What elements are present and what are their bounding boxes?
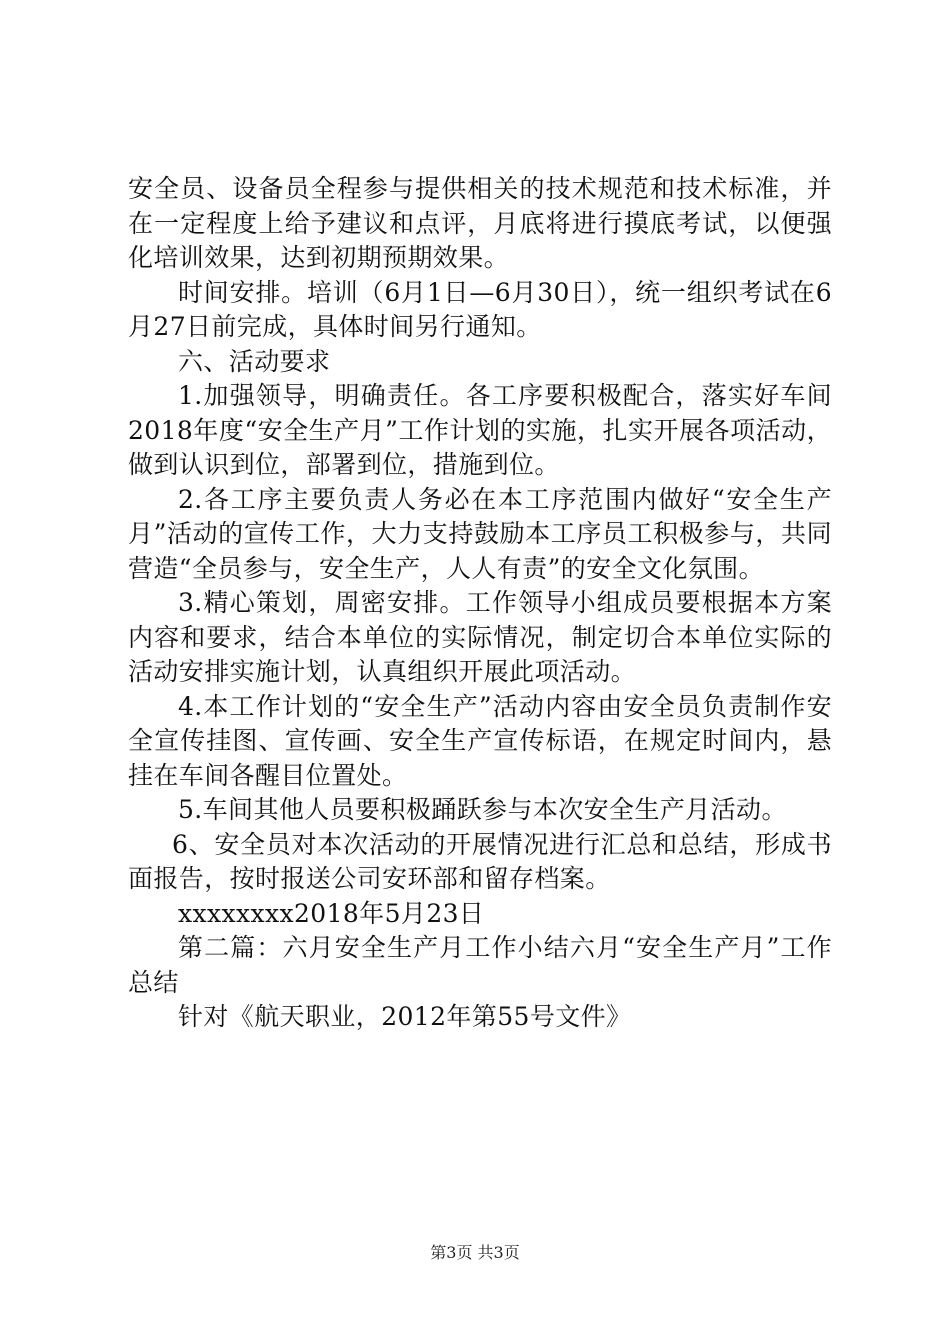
requirement-item-6: 6、安全员对本次活动的开展情况进行汇总和总结，形成书面报告，按时报送公司安环部和留存档案。: [128, 829, 832, 893]
second-article-title: 第二篇：六月安全生产月工作小结六月“安全生产月”工作总结: [128, 933, 832, 997]
second-article-first-line: 针对《航天职业，2012年第55号文件》: [178, 1002, 632, 1031]
section-heading-activity-requirements: 六、活动要求: [178, 346, 331, 376]
requirement-item-3: 3.精心策划，周密安排。工作领导小组成员要根据本方案内容和要求，结合本单位的实际情况，制定切合本单位实际的活动安排实施计划，认真组织开展此项活动。: [128, 588, 832, 686]
requirement-item-5: 5.车间其他人员要积极踊跃参与本次安全生产月活动。: [178, 795, 787, 824]
requirement-item-4: 4.本工作计划的“安全生产”活动内容由安全员负责制作安全宣传挂图、宣传画、安全生产宣传标语，在规定时间内，悬挂在车间各醒目位置处。: [128, 691, 832, 790]
signature-date: xxxxxxxx2018年5月23日: [178, 898, 485, 928]
page-number-footer: 第3页 共3页: [430, 1243, 520, 1262]
requirement-item-2: 2.各工序主要负责人务必在本工序范围内做好“安全生产月”活动的宣传工作，大力支持鼓励本工序员工积极参与，共同营造“全员参与，安全生产，人人有责”的安全文化氛围。: [128, 484, 832, 583]
paragraph-schedule: 时间安排。培训（6月1日—6月30日），统一组织考试在6月27日前完成，具体时间另行通知。: [128, 277, 832, 341]
paragraph-training-participation: 安全员、设备员全程参与提供相关的技术规范和技术标准，并在一定程度上给予建议和点评，月底将进行摸底考试，以便强化培训效果，达到初期预期效果。: [128, 174, 832, 272]
requirement-item-1: 1.加强领导，明确责任。各工序要积极配合，落实好车间2018年度“安全生产月”工作计划的实施，扎实开展各项活动，做到认识到位，部署到位，措施到位。: [128, 381, 832, 479]
document-body: [128, 172, 832, 1035]
